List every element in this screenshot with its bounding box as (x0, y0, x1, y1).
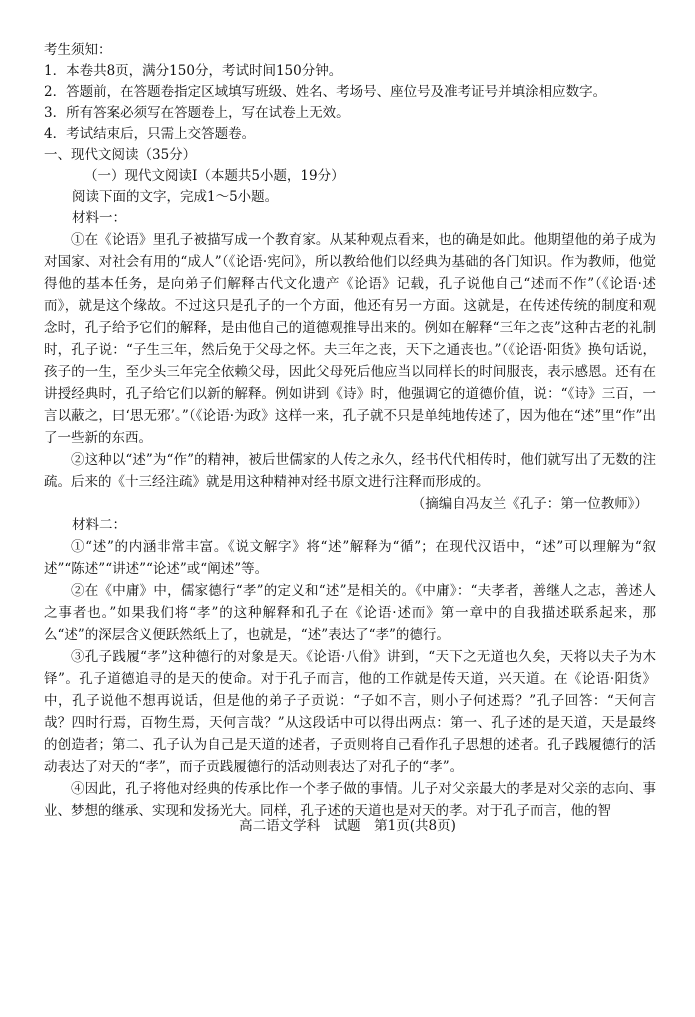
notice-title: 考生须知： (44, 42, 112, 58)
notice-item: 2．答题前，在答题卷指定区域填写班级、姓名、考场号、座位号及准考证号并填涂相应数字。 (44, 84, 607, 100)
material1-paragraph: ②这种以“述”为“作”的精神，被后世儒家的人传之永久，经书代代相传时，他们就写出了无数的注疏。后来的《十三经注疏》就是用这种精神对经书原文进行注释而形成的。 (44, 452, 656, 490)
section-subheading: （一）现代文阅读Ⅰ（本题共5小题，19分） (84, 168, 345, 184)
material2-paragraph: ④因此，孔子将他对经典的传承比作一个孝子做的事情。儿子对父亲最大的孝是对父亲的志向、事业、梦想的继承、实现和发扬光大。同样，孔子述的天道也是对天的孝。对于孔子而言，他的智 (44, 781, 656, 819)
material1-source: （摘编自冯友兰《孔子：第一位教师》） (411, 496, 648, 512)
notice-item: 4．考试结束后，只需上交答题卷。 (44, 126, 256, 142)
page-footer: 高二语文学科 试题 第1页(共8页) (239, 818, 456, 834)
material2-label: 材料二： (72, 517, 126, 533)
material1-paragraph: ①在《论语》里孔子被描写成一个教育家。从某种观点看来，也的确是如此。他期望他的弟子成为对国家、对社会有用的“成人”（《论语·宪问》，所以教给他们以经典为基础的各门知识。作为教师，他觉得他的基本任务，是向弟子们解释古代文化遗产《论语》记载，孔子说他自己“述而不作”（《论语·述而》，就是这个缘故。不过这只是孔子的一个方面，他还有另一方面。这就是，在传述传统的制度和观念时，孔子给予它们的解释，是由他自己的道德观推导出来的。例如在解释“三年之丧”这种古老的礼制时，孔子说：“子生三年，然后免于父母之怀。夫三年之丧，天下之通丧也。”（《论语·阳货》换句话说，孩子的一生，至少头三年完全依赖父母，因此父母死后他应当以同样长的时间服丧，表示感恩。还有在讲授经典时，孔子给它们以新的解释。例如讲到《诗》时，他强调它的道德价值，说：“《诗》三百，一言以蔽之，曰‘思无邪’。”（《论语·为政》这样一来，孔子就不只是单纯地传述了，因为他在“述”里“作”出了一些新的东西。 (44, 232, 656, 446)
notice-item: 3．所有答案必须写在答题卷上，写在试卷上无效。 (44, 105, 350, 121)
material2-paragraph: ③孔子践履“孝”这种德行的对象是天。《论语·八佾》讲到，“天下之无道也久矣，天将以夫子为木铎”。孔子道德追寻的是天的使命。对于孔子而言，他的工作就是传天道，兴天道。在《论语·阳货》中，孔子说他不想再说话，但是他的弟子子贡说：“子如不言，则小子何述焉？”孔子回答：“天何言哉？四时行焉，百物生焉，天何言哉？”从这段话中可以得出两点：第一、孔子述的是天道，天是最终的创造者；第二、孔子认为自己是天道的述者，子贡则将自己看作孔子思想的述者。孔子践履德行的活动表达了对天的“孝”，而子贡践履德行的活动则表达了对孔子的“孝”。 (44, 649, 656, 775)
section-heading: 一、现代文阅读（35分） (44, 147, 197, 163)
material2-paragraph: ①“述”的内涵非常丰富。《说文解字》将“述”解释为“循”；在现代汉语中，“述”可以理解为“叙述”“陈述”“讲述”“论述”或“阐述”等。 (44, 539, 656, 577)
notice-item: 1．本卷共8页，满分150分，考试时间150分钟。 (44, 63, 343, 79)
material2-paragraph: ②在《中庸》中，儒家德行“孝”的定义和“述”是相关的。《中庸》：“夫孝者，善继人之志，善述人之事者也。”如果我们将“孝”的这种解释和孔子在《论语·述而》第一章中的自我描述联系起来，那么“述”的深层含义便跃然纸上了，也就是，“述”表达了“孝”的德行。 (44, 583, 656, 643)
reading-instruction: 阅读下面的文字，完成1～5小题。 (72, 189, 279, 205)
material1-label: 材料一： (72, 210, 126, 226)
exam-page (44, 40, 656, 822)
